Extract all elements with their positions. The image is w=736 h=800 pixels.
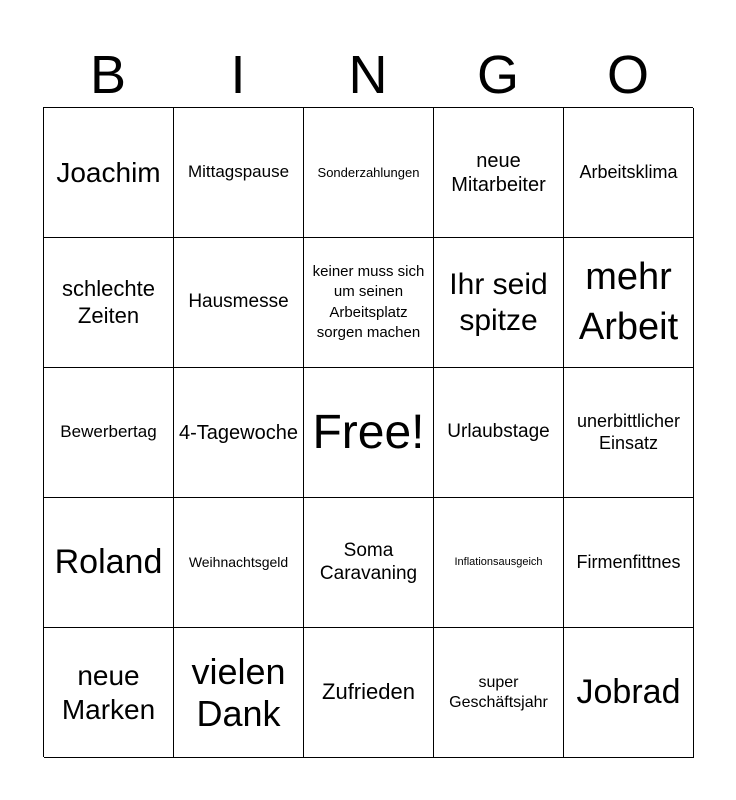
header-letter-n: N [348, 45, 388, 105]
bingo-cell[interactable]: Inflationsausgeich [434, 498, 564, 628]
bingo-cell[interactable]: Jobrad [564, 628, 694, 758]
bingo-cell[interactable]: Firmenfittnes [564, 498, 694, 628]
bingo-cell[interactable]: Ihr seid spitze [434, 238, 564, 368]
header-letter-o: O [606, 45, 649, 105]
bingo-cell[interactable]: Joachim [44, 108, 174, 238]
bingo-cell[interactable]: Soma Caravaning [304, 498, 434, 628]
bingo-cell[interactable]: Roland [44, 498, 174, 628]
bingo-cell[interactable]: Mittagspause [174, 108, 304, 238]
bingo-cell[interactable]: super Geschäftsjahr [434, 628, 564, 758]
bingo-cell[interactable]: neue Marken [44, 628, 174, 758]
bingo-cell[interactable]: Bewerbertag [44, 368, 174, 498]
header-letter-i: I [230, 45, 246, 105]
bingo-cell[interactable]: Urlaubstage [434, 368, 564, 498]
free-space-cell[interactable]: Free! [304, 368, 434, 498]
bingo-cell[interactable]: Sonderzahlungen [304, 108, 434, 238]
header-letter-g: G [476, 45, 519, 105]
bingo-cell[interactable]: Arbeitsklima [564, 108, 694, 238]
bingo-header [43, 44, 693, 106]
header-letter-b: B [89, 45, 127, 105]
bingo-cell[interactable]: schlechte Zeiten [44, 238, 174, 368]
bingo-cell[interactable]: mehr Arbeit [564, 238, 694, 368]
bingo-cell[interactable]: unerbittlicher Einsatz [564, 368, 694, 498]
bingo-cell[interactable]: neue Mitarbeiter [434, 108, 564, 238]
bingo-grid [43, 107, 693, 757]
bingo-cell[interactable]: 4-Tagewoche [174, 368, 304, 498]
bingo-cell[interactable]: vielen Dank [174, 628, 304, 758]
bingo-cell[interactable]: Hausmesse [174, 238, 304, 368]
bingo-cell[interactable]: Weihnachtsgeld [174, 498, 304, 628]
bingo-cell[interactable]: keiner muss sich um seinen Arbeitsplatz sorgen machen [304, 238, 434, 368]
bingo-cell[interactable]: Zufrieden [304, 628, 434, 758]
